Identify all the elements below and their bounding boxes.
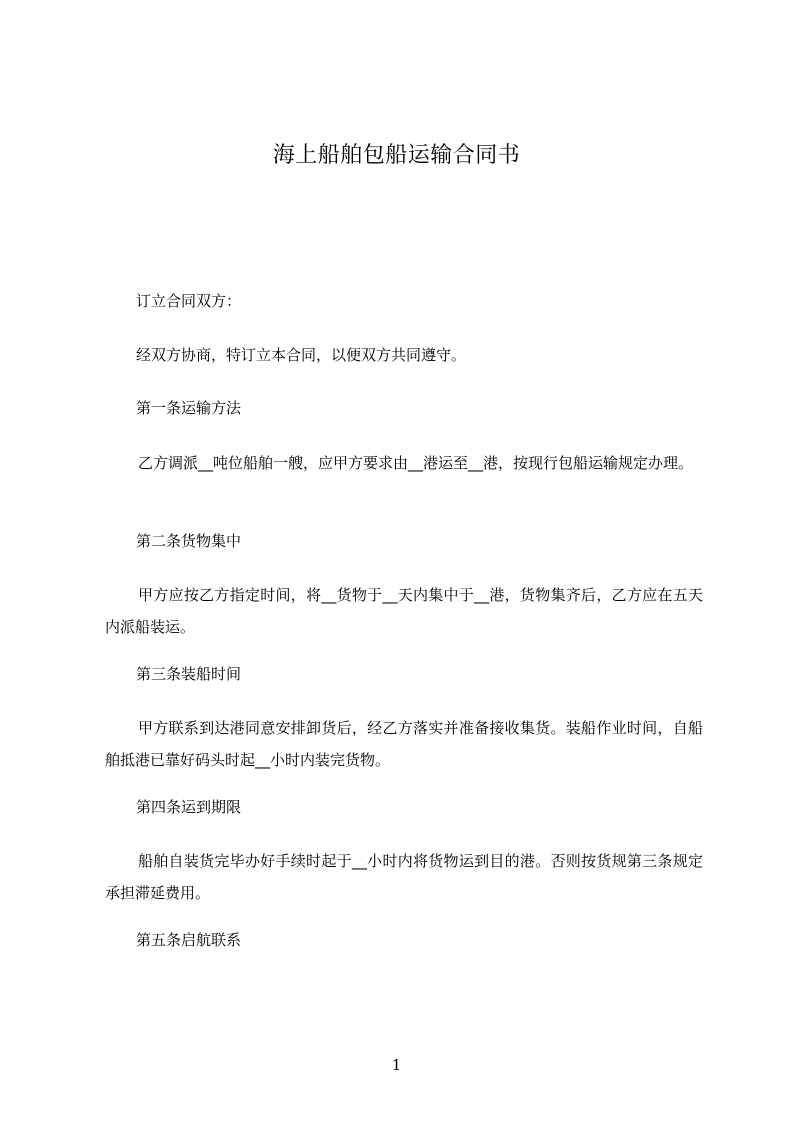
- article-1-body: 乙方调派__吨位船舶一艘，应甲方要求由__港运至__港，按现行包船运输规定办理。: [138, 454, 694, 472]
- article-3-heading: 第三条装船时间: [136, 665, 242, 683]
- article-5-heading: 第五条启航联系: [136, 931, 242, 949]
- preamble-text: 经双方协商，特订立本合同，以便双方共同遵守。: [136, 346, 467, 364]
- article-1-heading: 第一条运输方法: [136, 399, 242, 417]
- article-2-body: 甲方应按乙方指定时间，将__货物于__天内集中于__港，货物集齐后，乙方应在五天内派船装运。: [105, 586, 703, 636]
- article-3-body: 甲方联系到达港同意安排卸货后，经乙方落实并准备接收集货。装船作业时间，自船舶抵港已靠好码头时起__小时内装完货物。: [105, 719, 703, 769]
- document-title: 海上船舶包船运输合同书: [272, 143, 521, 168]
- article-2-heading: 第二条货物集中: [136, 532, 242, 550]
- article-4-heading: 第四条运到期限: [136, 798, 242, 816]
- parties-label: 订立合同双方：: [136, 292, 242, 310]
- article-4-body: 船舶自装货完毕办好手续时起于__小时内将货物运到目的港。否则按货规第三条规定承担滞延费用。: [105, 852, 703, 902]
- page-number: 1: [391, 1056, 402, 1074]
